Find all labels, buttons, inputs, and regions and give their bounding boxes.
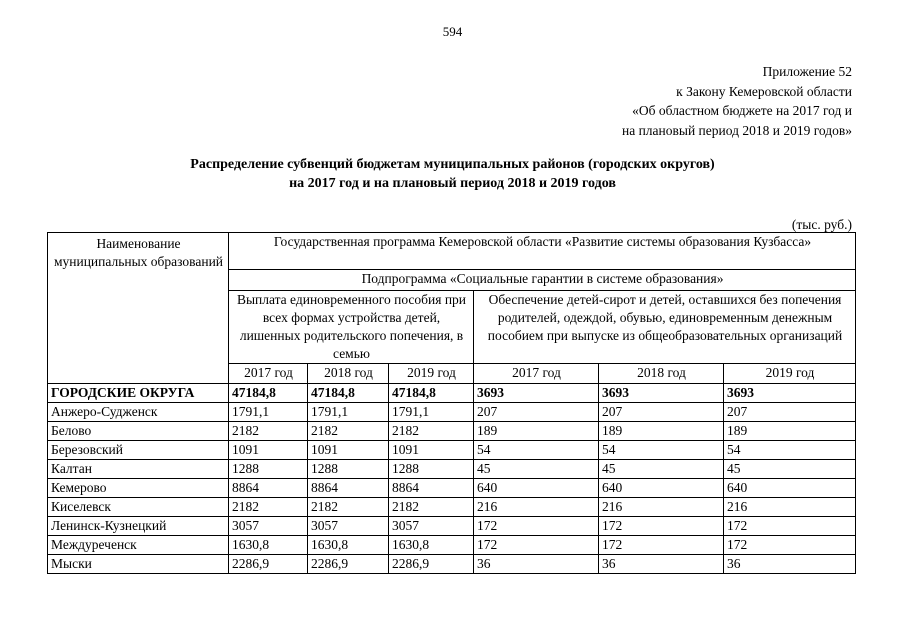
value-cell: 1630,8 — [389, 536, 474, 555]
value-cell: 207 — [474, 403, 599, 422]
value-cell: 216 — [474, 498, 599, 517]
value-cell: 2182 — [229, 422, 308, 441]
appendix-line: на плановый период 2018 и 2019 годов» — [621, 122, 852, 138]
value-cell: 216 — [599, 498, 724, 517]
value-cell: 36 — [474, 555, 599, 574]
value-cell: 36 — [599, 555, 724, 574]
value-cell: 1791,1 — [389, 403, 474, 422]
document-title-line: Распределение субвенций бюджетам муниципальных районов (городских округов) — [190, 157, 715, 172]
value-cell: 8864 — [389, 479, 474, 498]
value-cell: 207 — [724, 403, 856, 422]
value-cell: 216 — [724, 498, 856, 517]
value-cell: 3693 — [599, 384, 724, 403]
value-cell: 3693 — [474, 384, 599, 403]
municipality-name: Анжеро-Судженск — [48, 403, 229, 422]
municipality-name: Ленинск-Кузнецкий — [48, 517, 229, 536]
municipality-name: Березовский — [48, 441, 229, 460]
municipality-name: Кемерово — [48, 479, 229, 498]
value-cell: 207 — [599, 403, 724, 422]
municipality-name: Калтан — [48, 460, 229, 479]
value-cell: 1630,8 — [308, 536, 389, 555]
value-cell: 1791,1 — [229, 403, 308, 422]
header-year: 2019 год — [389, 364, 474, 384]
municipality-name: Белово — [48, 422, 229, 441]
value-cell: 47184,8 — [229, 384, 308, 403]
value-cell: 2286,9 — [389, 555, 474, 574]
value-cell: 640 — [599, 479, 724, 498]
value-cell: 2182 — [389, 422, 474, 441]
value-cell: 2286,9 — [229, 555, 308, 574]
value-cell: 54 — [474, 441, 599, 460]
value-cell: 1288 — [389, 460, 474, 479]
value-cell: 2182 — [229, 498, 308, 517]
value-cell: 8864 — [308, 479, 389, 498]
value-cell: 189 — [599, 422, 724, 441]
page-number: 594 — [442, 24, 463, 39]
value-cell: 3693 — [724, 384, 856, 403]
value-cell: 45 — [474, 460, 599, 479]
value-cell: 172 — [474, 517, 599, 536]
value-cell: 189 — [474, 422, 599, 441]
document-title-line: на 2017 год и на плановый период 2018 и 2019 годов — [289, 176, 616, 191]
value-cell: 36 — [724, 555, 856, 574]
table-row — [48, 422, 856, 441]
header-year: 2019 год — [724, 364, 856, 384]
value-cell: 8864 — [229, 479, 308, 498]
value-cell: 54 — [724, 441, 856, 460]
value-cell: 1288 — [229, 460, 308, 479]
value-cell: 1288 — [308, 460, 389, 479]
appendix-line: к Закону Кемеровской области — [676, 83, 852, 99]
value-cell: 3057 — [308, 517, 389, 536]
value-cell: 47184,8 — [389, 384, 474, 403]
value-cell: 172 — [724, 536, 856, 555]
value-cell: 2286,9 — [308, 555, 389, 574]
header-group-allowance: Выплата единовременного пособия при всех формах устройства детей, лишенных родительского попечения, в семью — [229, 291, 474, 364]
header-year: 2018 год — [308, 364, 389, 384]
table-row — [48, 441, 856, 460]
header-year: 2017 год — [474, 364, 599, 384]
value-cell: 45 — [599, 460, 724, 479]
appendix-note — [622, 62, 852, 140]
header-group-orphans: Обеспечение детей-сирот и детей, оставшихся без попечения родителей, одеждой, обувью, единовременным денежным пособием при выпуске из общеобразовательных организаций — [474, 291, 856, 364]
table-row — [48, 460, 856, 479]
value-cell: 172 — [599, 536, 724, 555]
municipality-name: ГОРОДСКИЕ ОКРУГА — [48, 384, 229, 403]
value-cell: 3057 — [389, 517, 474, 536]
value-cell: 1791,1 — [308, 403, 389, 422]
value-cell: 172 — [599, 517, 724, 536]
municipality-name: Киселевск — [48, 498, 229, 517]
value-cell: 1630,8 — [229, 536, 308, 555]
units-label: (тыс. руб.) — [791, 217, 852, 232]
municipality-name: Междуреченск — [48, 536, 229, 555]
value-cell: 1091 — [308, 441, 389, 460]
value-cell: 172 — [724, 517, 856, 536]
table-row — [48, 403, 856, 422]
value-cell: 2182 — [308, 422, 389, 441]
value-cell: 3057 — [229, 517, 308, 536]
value-cell: 45 — [724, 460, 856, 479]
value-cell: 2182 — [389, 498, 474, 517]
table-row — [48, 555, 856, 574]
budget-table — [47, 232, 856, 574]
value-cell: 1091 — [389, 441, 474, 460]
value-cell: 2182 — [308, 498, 389, 517]
document-title — [0, 155, 905, 193]
table-row — [48, 479, 856, 498]
appendix-line: «Об областном бюджете на 2017 год и — [632, 103, 852, 118]
header-year: 2018 год — [599, 364, 724, 384]
value-cell: 189 — [724, 422, 856, 441]
appendix-line: Приложение 52 — [762, 64, 852, 79]
value-cell: 640 — [724, 479, 856, 498]
table-row — [48, 517, 856, 536]
value-cell: 47184,8 — [308, 384, 389, 403]
value-cell: 640 — [474, 479, 599, 498]
table-row — [48, 384, 856, 403]
header-year: 2017 год — [229, 364, 308, 384]
header-program: Государственная программа Кемеровской области «Развитие системы образования Кузбасса» — [229, 233, 856, 270]
table-row — [48, 536, 856, 555]
value-cell: 1091 — [229, 441, 308, 460]
header-subprogram: Подпрограмма «Социальные гарантии в системе образования» — [229, 270, 856, 291]
municipality-name: Мыски — [48, 555, 229, 574]
table-row — [48, 498, 856, 517]
value-cell: 54 — [599, 441, 724, 460]
value-cell: 172 — [474, 536, 599, 555]
header-municipality: Наименование муниципальных образований — [48, 233, 229, 384]
